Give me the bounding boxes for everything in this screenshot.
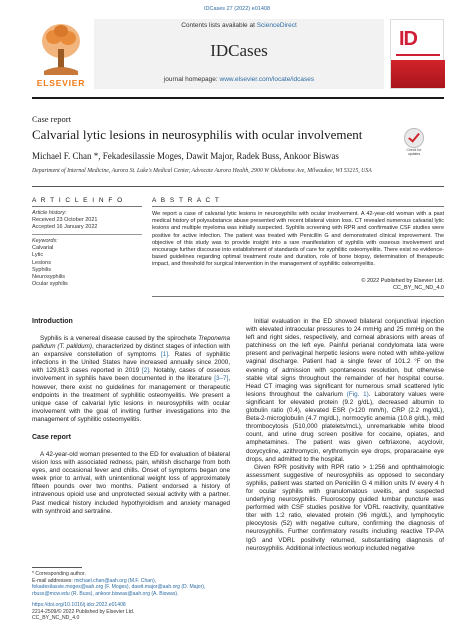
corresponding-note: * Corresponding author. bbox=[32, 571, 86, 577]
article-title: Calvarial lytic lesions in neurosyphilis with ocular involvement bbox=[32, 127, 363, 142]
publication-info bbox=[32, 602, 230, 622]
footnote-rule bbox=[32, 567, 82, 568]
keyword-item: Syphilis bbox=[32, 266, 51, 273]
article-history bbox=[32, 210, 142, 232]
keyword-item: Neurosyphilis bbox=[32, 274, 66, 281]
doi-link[interactable]: https://doi.org/10.1016/j.idcr.2022.e01408 bbox=[32, 602, 126, 608]
keyword-item: Lytic bbox=[32, 252, 44, 259]
cover-band bbox=[391, 60, 445, 88]
right-column-text bbox=[246, 318, 444, 553]
abstract-bottom-rule bbox=[152, 296, 444, 297]
reference-link[interactable]: [3–7] bbox=[214, 375, 229, 383]
evaluation-paragraph: Initial evaluation in the ED showed bilateral conjunctival injection with elevated intraocular pressures to 24 mmHg and 25 mmHg on the left and right sides, respectively, and corneal abrasions with areas of patchiness on the left eye. Painful perianal condylomata lata were present and perivaginal herpetic lesions were noted with white-yellow vaginal discharge. Patient had a single fever of 101.2 °F on the evening of admission with spontaneous resolution, but otherwise stable vital signs throughout the remainder of her hospital course. Head CT imaging was significant for numerous small scattered lytic lesions throughout the calvarium (Fig. 1). Laboratory values were significant for elevated protein (9.2 g/dL), decreased albumin to globulin ratio (0.4), elevated ESR (>120 mm/h), CRP (2.2 mg/dL), Beta-2-microglobulin (4.7 mg/dL), normocytic anemia (10.8 g/dL), mild thrombocytosis (510,000 platelets/mcL), unremarkable white blood count, and urine drug screen positive for cocaine, opiates, and amphetamines. The patient was given ceftriaxone, acyclovir, doxycycline, azithromycin, erythromycin eye drops, proparacaine eye drops, and admitted to the hospital. bbox=[246, 318, 444, 463]
keyword-item: Ocular syphilis bbox=[32, 281, 68, 288]
reference-link[interactable]: [1] bbox=[160, 351, 168, 359]
journal-homepage-link[interactable]: www.elsevier.com/locate/idcases bbox=[219, 76, 315, 83]
keywords-block bbox=[32, 238, 142, 288]
introduction-text bbox=[32, 335, 230, 424]
figure-link[interactable]: (Fig. 1) bbox=[346, 390, 369, 398]
cover-stripe bbox=[396, 54, 440, 56]
elsevier-tree-icon bbox=[38, 21, 84, 75]
contents-line bbox=[94, 22, 384, 29]
abstract-rule bbox=[152, 206, 444, 207]
received-date: Received 23 October 2021 bbox=[32, 217, 98, 224]
email-line: E-mail addresses: michael.chan@aah.org (M.F. Chan), bbox=[32, 577, 157, 584]
email-line bbox=[32, 591, 230, 598]
email-line bbox=[32, 584, 230, 591]
journal-cover bbox=[390, 19, 444, 89]
sciencedirect-link[interactable]: ScienceDirect bbox=[256, 22, 297, 29]
accepted-date: Accepted 16 January 2022 bbox=[32, 224, 98, 231]
abstract-copyright bbox=[152, 278, 444, 292]
cover-title: ID bbox=[399, 28, 417, 50]
article-info-rule bbox=[32, 206, 142, 207]
header-divider bbox=[32, 97, 444, 99]
crossmark-icon bbox=[404, 128, 424, 148]
abstract-text: We report a case of calvarial lytic lesions in neurosyphilis with ocular involvement. A 42-year-old woman with a past medical history of polysubstance abuse presented with recent bilateral vision loss. CT revealed numerous calvarial lytic lesions and multiple myeloma was initially suspected. Syphilis screening with RPR and confirmative CSF studies were positive for active infection. The patient was treated with Penicillin G and demonstrated clinical improvement. The objective of this study was to provide insight into a rare manifestation of syphilis with osseous involvement and encourage further discourse into establishment of standards of care for syphilitic osteomyelitis. There exist no evidence-based guidelines regarding optimal treatment route and duration, role of bone biopsy, determination of therapeutic impact, and threshold for surgical intervention in the management of syphilitic osteomyelitis. bbox=[152, 211, 444, 268]
treatment-paragraph: Given RPR positivity with RPR ratio > 1:256 and ophthalmologic assessment suggestive of neurosyphilis as opposed to secondary syphilis, patient was started on Penicillin G 4 million units IV every 4 h for ocular syphilis with granulomatous uveitis, and suspected underlying neurosyphilis. Fluoroscopy guided lumbar puncture was performed with CSF studies positive for VDRL reactivity, quantitative titer with 1:2 ratio, elevated protein (96 mg/dL), and lymphocytic pleocytosis (52) with negative culture, confirming the diagnosis of neurosyphilis. Further confirmatory results including reactive TP-PA IgG and VDRL positivity returned, substantiating diagnosis of neurosyphilis. Additional infectious workup included negative bbox=[246, 463, 444, 552]
email-link[interactable]: michael.chan@aah.org (M.F. Chan), bbox=[74, 577, 157, 584]
email-link[interactable]: fekadesilassie.moges@aah.org (F. Moges), dawit.major@aah.org (D. Major), bbox=[32, 584, 206, 591]
introduction-paragraph: Syphilis is a venereal disease caused by the spirochete Treponema pallidum (T. pallidum), characterized by distinct stages of infection with an expansive constellation of symptoms [1]. Rates of syphilitic infections in the United States have increased annually since 2000, with 129,813 cases reported in 2019 [2]. Notably, cases of osseous involvement in syphilis have been documented in the literature [3–7], however, there exist no guidelines for management or therapeutic endpoints in the treatment of syphilitic osteomyelitis. We present a unique case of calvarial lytic lesions in neurosyphilis with ocular involvement with the goal of inviting further investigations into the management of syphilitic osteomyelitis. bbox=[32, 335, 230, 423]
license-line: CC_BY_NC_ND_4.0 bbox=[392, 285, 444, 291]
crossmark-button[interactable] bbox=[404, 128, 424, 154]
affiliation: Department of Internal Medicine, Aurora St. Luke's Medical Center, Advocate Aurora Health, 2900 W Oklahoma Ave, Milwaukee, WI 53215, USA bbox=[32, 168, 372, 174]
issn-line: 2214-2509/© 2022 Published by Elsevier Ltd. bbox=[32, 608, 135, 615]
case-report-heading: Case report bbox=[32, 434, 71, 441]
author-list: Michael F. Chan *, Fekadesilassie Moges, Dawit Major, Radek Buss, Ankoor Biswas bbox=[32, 151, 339, 161]
homepage-prefix: journal homepage: bbox=[163, 76, 220, 83]
journal-homepage-line bbox=[94, 76, 384, 83]
publisher-name: ELSEVIER bbox=[36, 78, 86, 88]
reference-link[interactable]: [2] bbox=[141, 367, 149, 375]
case-report-text bbox=[32, 451, 230, 516]
copyright-line: © 2022 Published by Elsevier Ltd. bbox=[361, 278, 444, 284]
journal-banner bbox=[94, 19, 384, 89]
introduction-heading: Introduction bbox=[32, 318, 73, 325]
crossmark-label: Check for updates bbox=[406, 148, 422, 156]
history-label: Article history: bbox=[32, 210, 67, 216]
article-info-heading: A R T I C L E I N F O bbox=[32, 197, 124, 204]
keywords-rule bbox=[32, 234, 142, 235]
journal-name: IDCases bbox=[210, 41, 268, 60]
footnote-license: CC_BY_NC_ND_4.0 bbox=[32, 615, 80, 622]
case-paragraph: A 42-year-old woman presented to the ED for evaluation of bilateral vision loss with associated redness, pain, whitish discharge from both eyes, and occasional fever and chills. Onset of symptoms began one week prior to arrival, with unintentional weight loss of approximately fifteen pounds over two months. Patient endorsed a history of intravenous opioid use and unprotected sexual activity with a partner. Past medical history included hypothyroidism and anxiety managed with synthroid and sertraline. bbox=[32, 451, 230, 515]
publisher-logo bbox=[32, 19, 90, 89]
abstract-heading: A B S T R A C T bbox=[152, 197, 221, 204]
footnotes bbox=[32, 571, 230, 597]
journal-reference[interactable]: IDCases 27 (2022) e01408 bbox=[203, 6, 271, 12]
contents-prefix: Contents lists available at bbox=[181, 22, 257, 29]
keyword-item: Lesions bbox=[32, 259, 51, 266]
article-type: Case report bbox=[32, 114, 71, 124]
journal-header bbox=[32, 19, 444, 93]
info-divider bbox=[32, 186, 444, 187]
keyword-item: Calvarial bbox=[32, 245, 54, 252]
keywords-label: Keywords: bbox=[32, 238, 58, 244]
email-link[interactable]: rbuss@mcw.edu (R. Buss), ankoor.biswas@aah.org (A. Biswas). bbox=[32, 590, 179, 597]
